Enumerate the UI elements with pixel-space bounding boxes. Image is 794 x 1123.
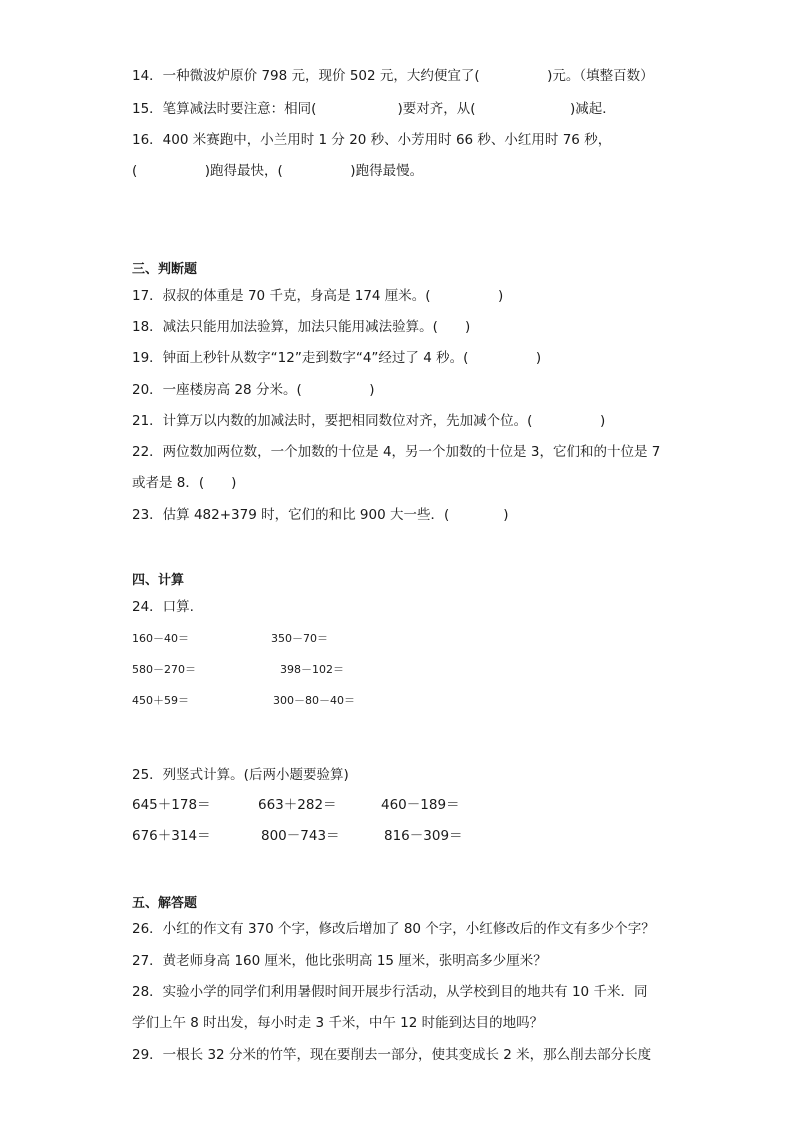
vertical-calc-6: 816－309＝ <box>384 828 463 844</box>
question-26: 26．小红的作文有 370 个字，修改后增加了 80 个字，小红修改后的作文有多少个字？ <box>132 921 655 937</box>
vertical-calc-2: 663＋282＝ <box>258 797 337 813</box>
question-21: 21．计算万以内数的加减法时，要把相同数位对齐，先加减个位。( ) <box>132 413 606 429</box>
question-23: 23．估算 482+379 时，它们的和比 900 大一些．( ) <box>132 507 509 523</box>
vertical-calc-5: 800－743＝ <box>261 828 340 844</box>
mental-calc-5: 450＋59＝ <box>132 694 189 707</box>
vertical-calc-4: 676＋314＝ <box>132 828 211 844</box>
mental-calc-1: 160－40＝ <box>132 632 189 645</box>
question-22-line-1: 22．两位数加两位数，一个加数的十位是 4，另一个加数的十位是 3，它们和的十位是 7 <box>132 444 661 460</box>
question-17: 17．叔叔的体重是 70 千克，身高是 174 厘米。( ) <box>132 288 504 304</box>
section-5-heading: 五、解答题 <box>132 896 198 911</box>
question-29: 29．一根长 32 分米的竹竿，现在要削去一部分，使其变成长 2 米，那么削去部分长度 <box>132 1047 652 1063</box>
mental-calc-2: 350－70＝ <box>271 632 328 645</box>
question-24: 24．口算. <box>132 599 194 615</box>
question-14: 14．一种微波炉原价 798 元，现价 502 元，大约便宜了( )元。（填整百数） <box>132 68 654 84</box>
question-27: 27．黄老师身高 160 厘米，他比张明高 15 厘米，张明高多少厘米？ <box>132 953 547 969</box>
vertical-calc-3: 460－189＝ <box>381 797 460 813</box>
question-28-line-1: 28．实验小学的同学们利用暑假时间开展步行活动，从学校到目的地共有 10 千米．同 <box>132 984 648 1000</box>
question-16-line-1: 16．400 米赛跑中，小兰用时 1 分 20 秒、小芳用时 66 秒、小红用时 76 秒， <box>132 132 612 148</box>
question-25: 25．列竖式计算。(后两小题要验算) <box>132 767 349 783</box>
question-22-line-2: 或者是 8．( ) <box>132 475 237 491</box>
mental-calc-3: 580－270＝ <box>132 663 196 676</box>
mental-calc-4: 398－102＝ <box>280 663 344 676</box>
section-4-heading: 四、计算 <box>132 573 185 588</box>
question-19: 19．钟面上秒针从数字“12”走到数字“4”经过了 4 秒。( ) <box>132 350 542 366</box>
question-16-line-2: ( )跑得最快，( )跑得最慢。 <box>132 163 424 179</box>
vertical-calc-1: 645＋178＝ <box>132 797 211 813</box>
mental-calc-6: 300－80－40＝ <box>273 694 355 707</box>
question-15: 15．笔算减法时要注意：相同( )要对齐，从( )减起． <box>132 101 616 117</box>
section-3-heading: 三、判断题 <box>132 262 198 277</box>
question-18: 18．减法只能用加法验算，加法只能用减法验算。( ) <box>132 319 471 335</box>
question-20: 20．一座楼房高 28 分米。( ) <box>132 382 375 398</box>
question-28-line-2: 学们上午 8 时出发，每小时走 3 千米，中午 12 时能到达目的地吗？ <box>132 1015 544 1031</box>
